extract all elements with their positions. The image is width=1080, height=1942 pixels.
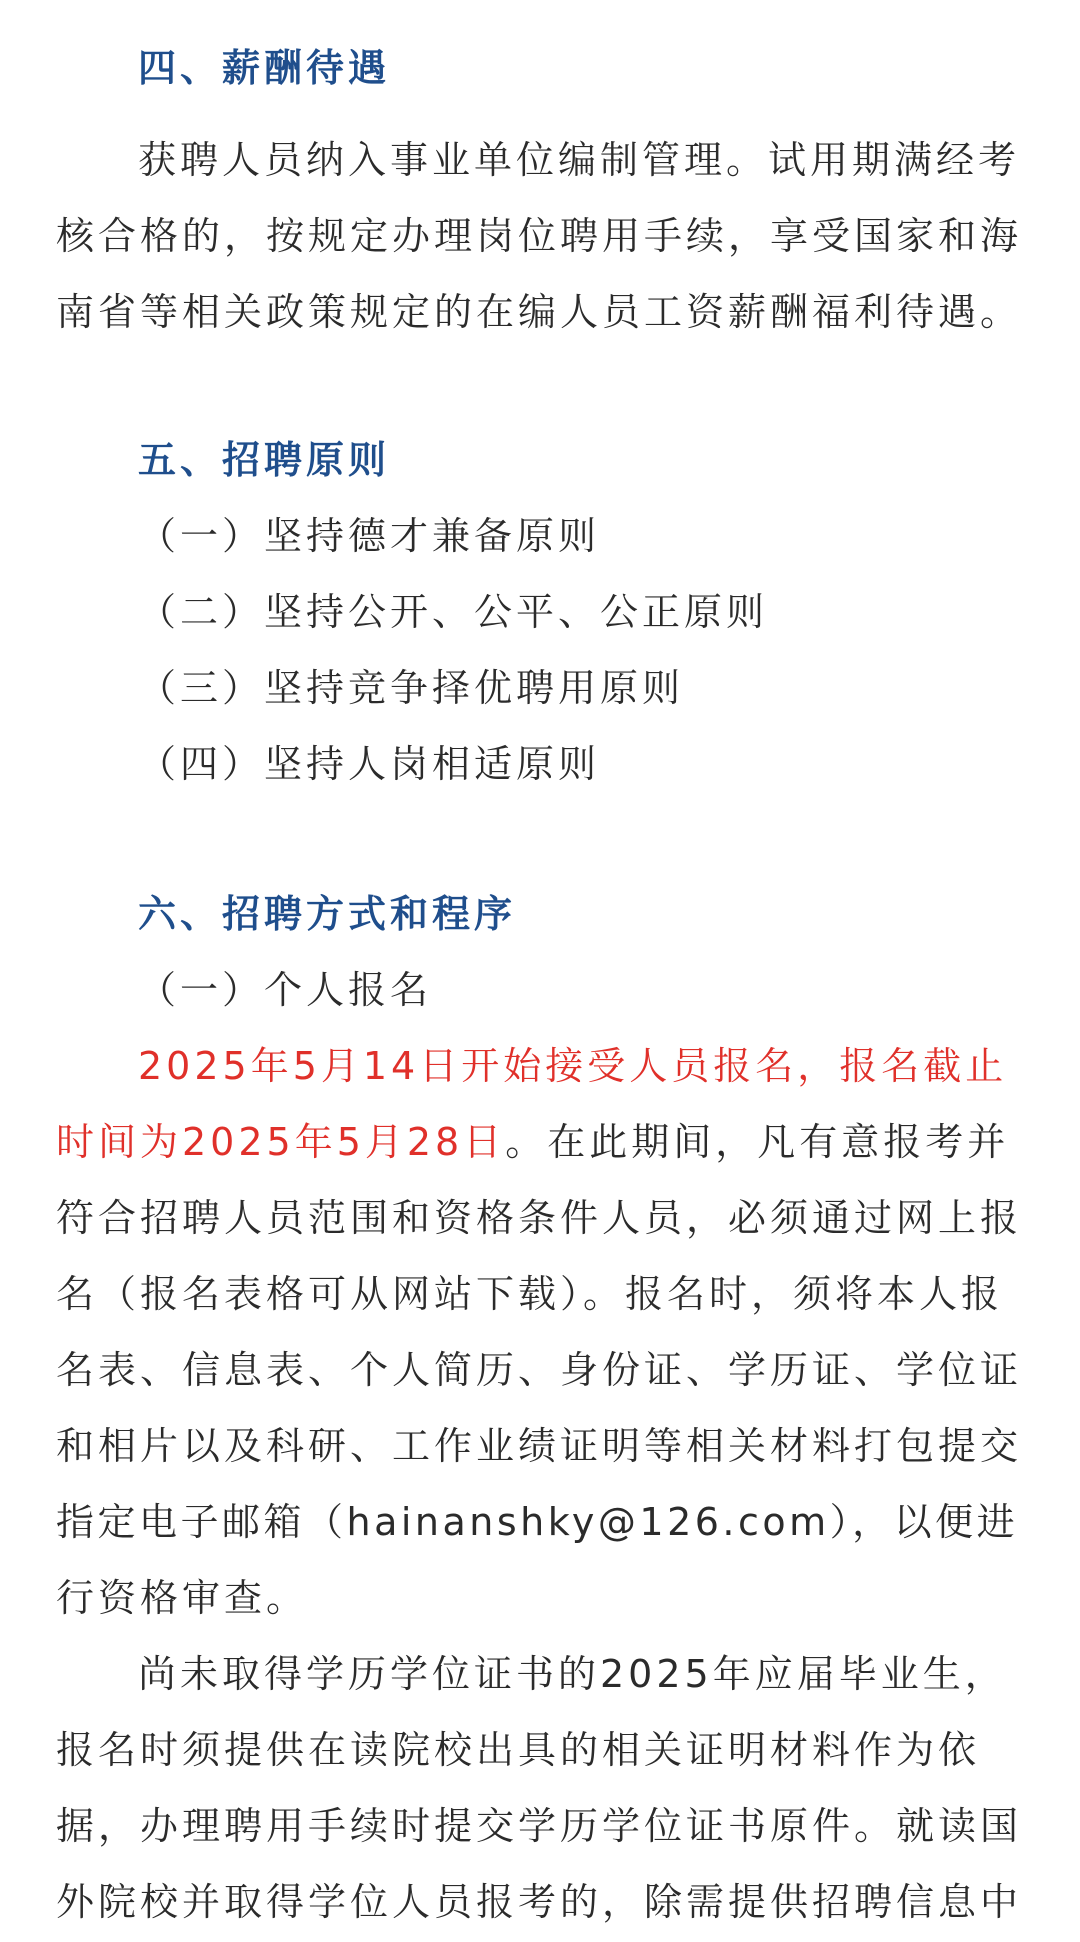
paragraph-line: 据，办理聘用手续时提交学历学位证书原件。就读国 [56,1804,1023,1848]
paragraph-line: 获聘人员纳入事业单位编制管理。试用期满经考 [138,138,1021,182]
subsection-heading: （一）个人报名 [138,968,433,1012]
highlight-date-line: 2025年5月14日开始接受人员报名，报名截止 [138,1044,1008,1088]
paragraph-line: 名（报名表格可从网站下载）。报名时，须将本人报 [56,1272,1004,1316]
paragraph-line: 报名时须提供在读院校出具的相关证明材料作为依 [56,1728,981,1772]
list-item: （三）坚持竞争择优聘用原则 [138,666,685,710]
list-item: （二）坚持公开、公平、公正原则 [138,590,769,634]
section-heading-salary: 四、薪酬待遇 [138,46,391,90]
paragraph-line: 指定电子邮箱（hainanshky@126.com），以便进 [56,1500,1019,1544]
paragraph-line: 尚未取得学历学位证书的2025年应届毕业生， [138,1652,1007,1696]
paragraph-line: 核合格的，按规定办理岗位聘用手续，享受国家和海 [56,214,1023,258]
paragraph-text: 。在此期间，凡有意报考并 [505,1120,1010,1164]
paragraph-line: 名表、信息表、个人简历、身份证、学历证、学位证 [56,1348,1023,1392]
section-heading-procedure: 六、招聘方式和程序 [138,892,517,936]
section-heading-principles: 五、招聘原则 [138,438,391,482]
paragraph-line: 外院校并取得学位人员报考的，除需提供招聘信息中 [56,1880,1023,1924]
list-item: （四）坚持人岗相适原则 [138,742,601,786]
paragraph-line: 符合招聘人员范围和资格条件人员，必须通过网上报 [56,1196,1023,1240]
paragraph-line [56,1112,1024,1172]
paragraph-line: 行资格审查。 [56,1576,309,1620]
highlight-deadline: 时间为2025年5月28日 [56,1120,506,1164]
paragraph-line: 和相片以及科研、工作业绩证明等相关材料打包提交 [56,1424,1023,1468]
paragraph-line: 南省等相关政策规定的在编人员工资薪酬福利待遇。 [56,290,1023,334]
list-item: （一）坚持德才兼备原则 [138,514,601,558]
